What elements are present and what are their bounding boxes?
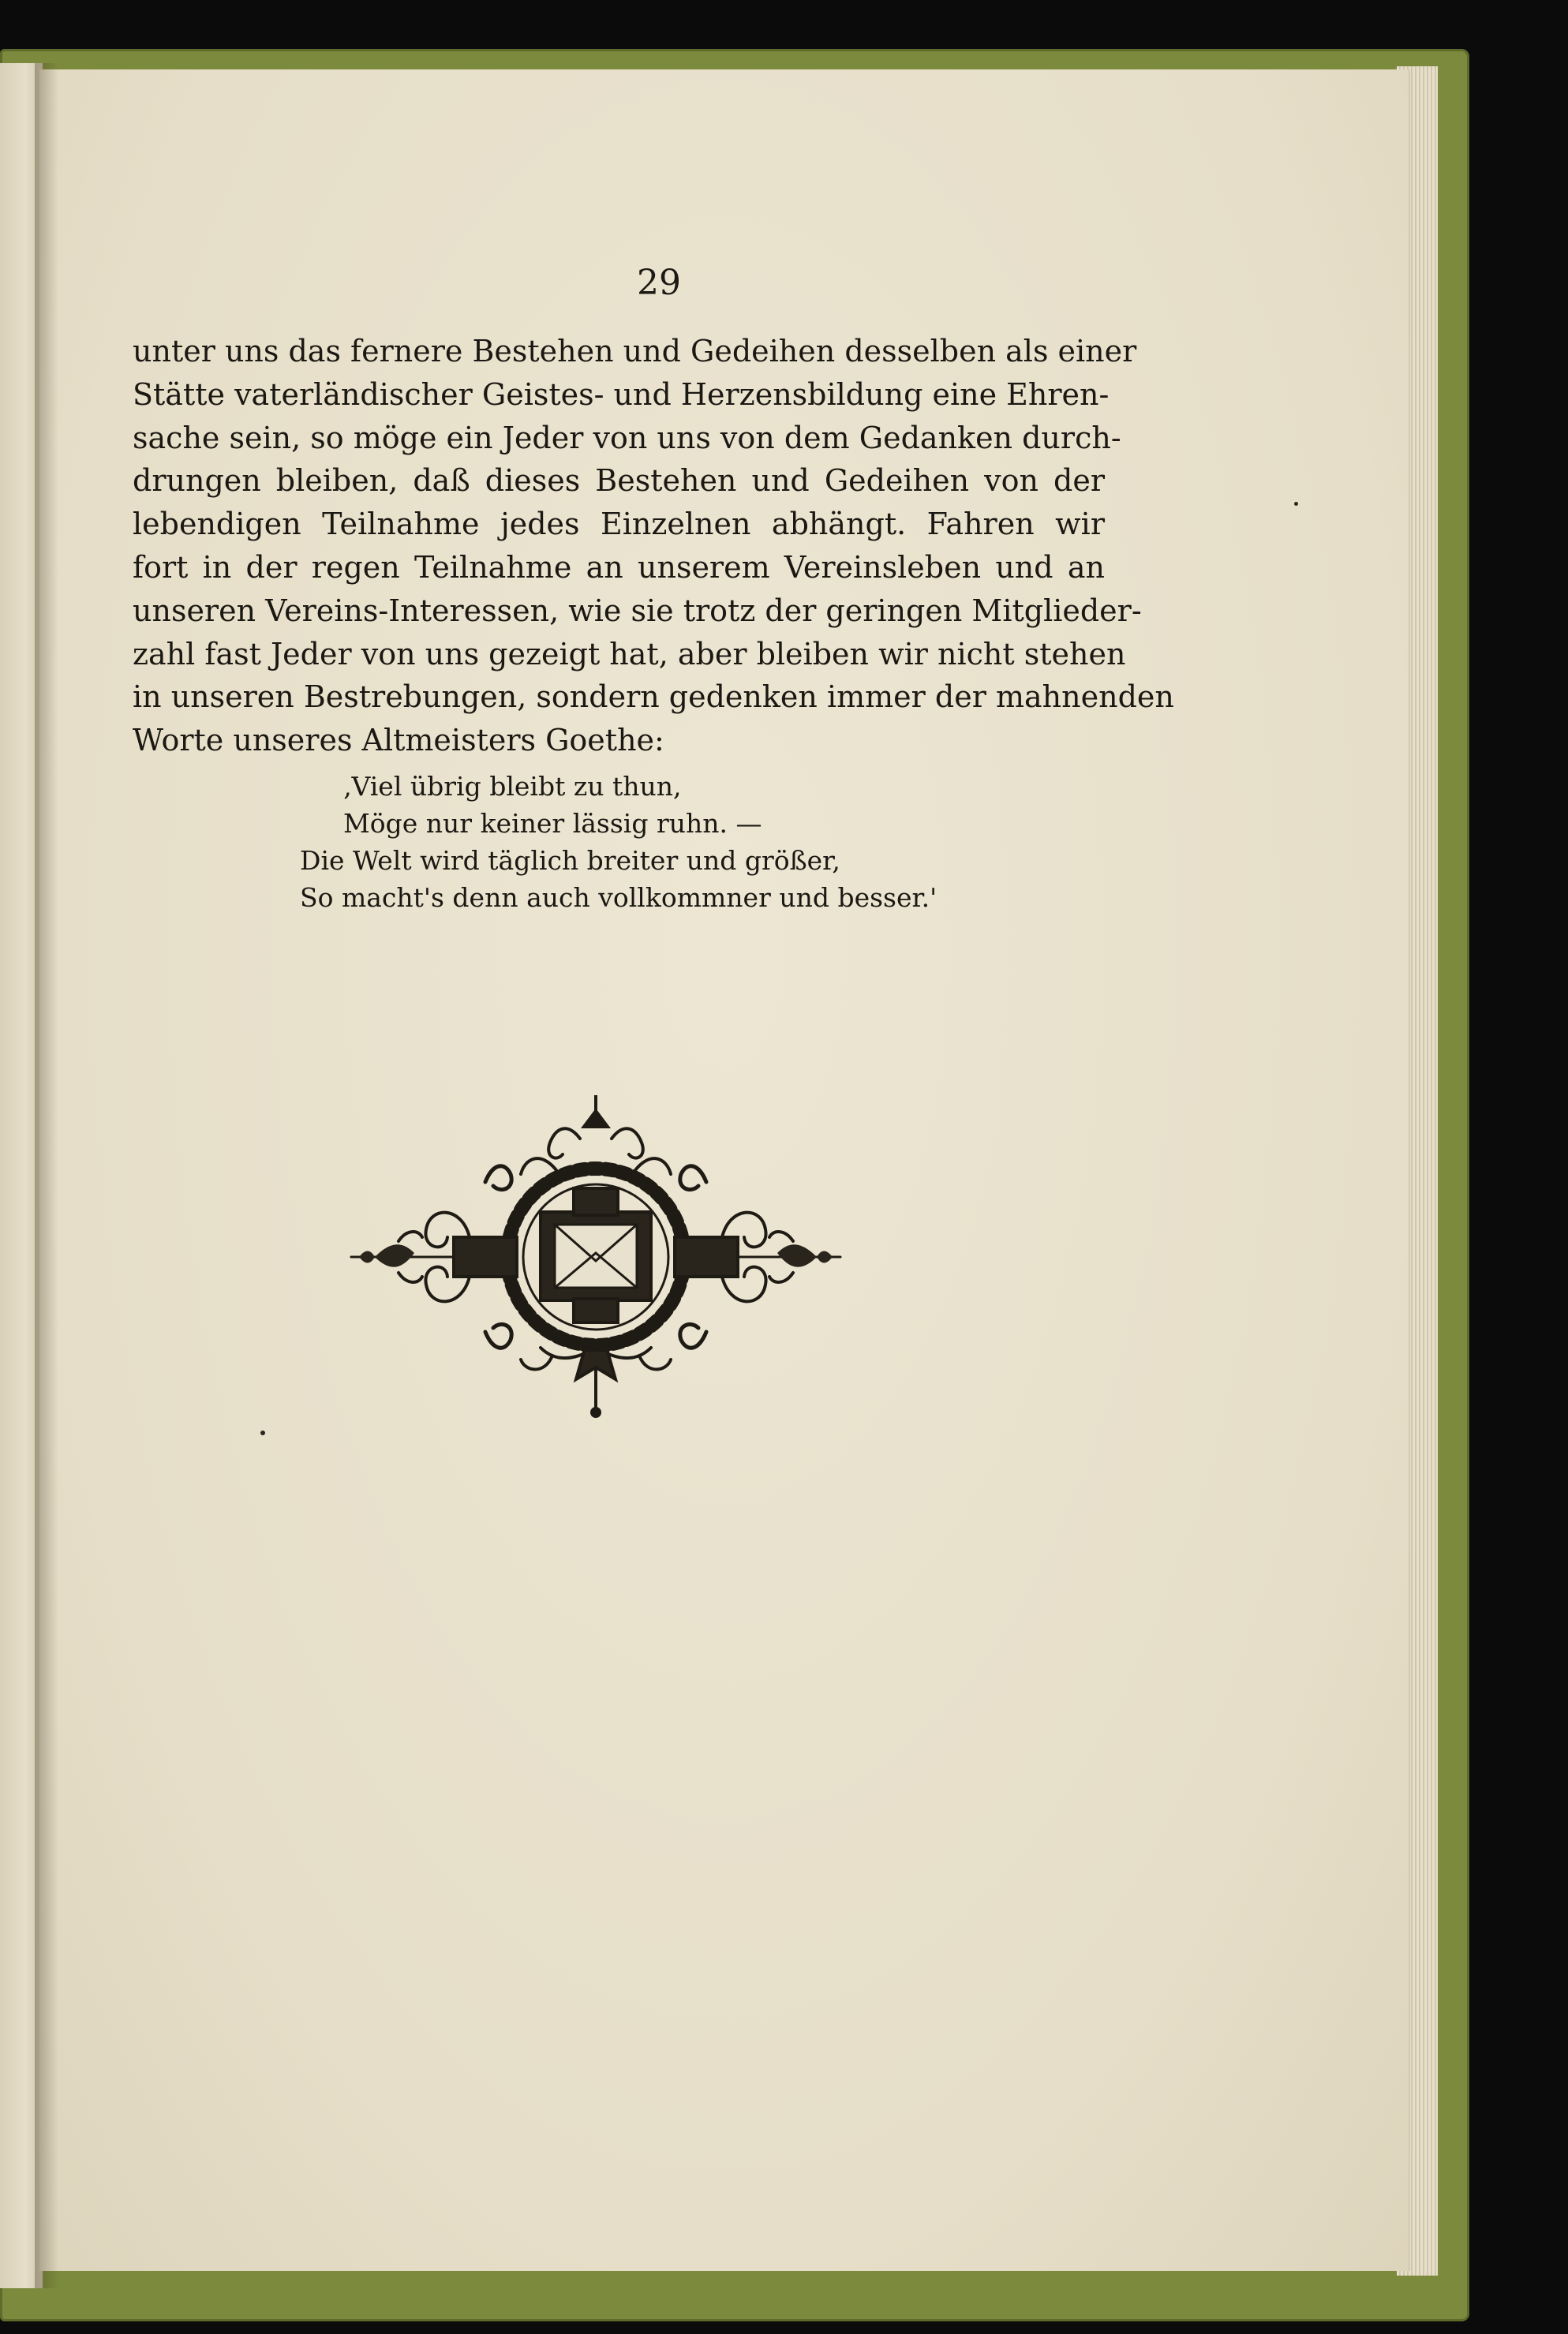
decorative-vignette-icon bbox=[343, 1095, 848, 1419]
body-line: Worte unseres Altmeisters Goethe: bbox=[133, 723, 664, 758]
body-line: in unseren Bestrebungen, sondern gedenken immer der mahnenden bbox=[133, 679, 1174, 715]
gutter-shadow bbox=[35, 63, 58, 2288]
verse-line: Möge nur keiner lässig ruhn. — bbox=[343, 808, 762, 839]
body-line: unseren Vereins-Interessen, wie sie trotz der geringen Mitglieder- bbox=[133, 593, 1142, 628]
body-line: fort in der regen Teilnahme an unserem Vereinsleben und an bbox=[133, 549, 1105, 585]
verse-line: ‚Viel übrig bleibt zu thun, bbox=[343, 771, 682, 802]
specks bbox=[1294, 502, 1298, 506]
body-line: zahl fast Jeder von uns gezeigt hat, aber bleiben wir nicht stehen bbox=[133, 636, 1126, 671]
goethe-verse bbox=[300, 768, 1010, 916]
book-page bbox=[39, 69, 1409, 2271]
body-line: sache sein, so möge ein Jeder von uns von dem Gedanken durch- bbox=[133, 420, 1121, 455]
verse-line: Die Welt wird täglich breiter und größer, bbox=[300, 845, 840, 876]
body-line: unter uns das fernere Bestehen und Gedeihen desselben als einer bbox=[133, 334, 1137, 368]
specks bbox=[260, 1431, 265, 1435]
page-number: 29 bbox=[637, 263, 681, 303]
body-line: Stätte vaterländischer Geistes- und Herzensbildung eine Ehren- bbox=[133, 376, 1110, 412]
body-paragraph bbox=[133, 330, 1174, 762]
body-line: drungen bleiben, daß dieses Bestehen und Gedeihen von der bbox=[133, 463, 1105, 499]
verse-line: So macht's denn auch vollkommner und besser.' bbox=[300, 882, 937, 913]
body-line: lebendigen Teilnahme jedes Einzelnen abhängt. Fahren wir bbox=[133, 507, 1105, 542]
